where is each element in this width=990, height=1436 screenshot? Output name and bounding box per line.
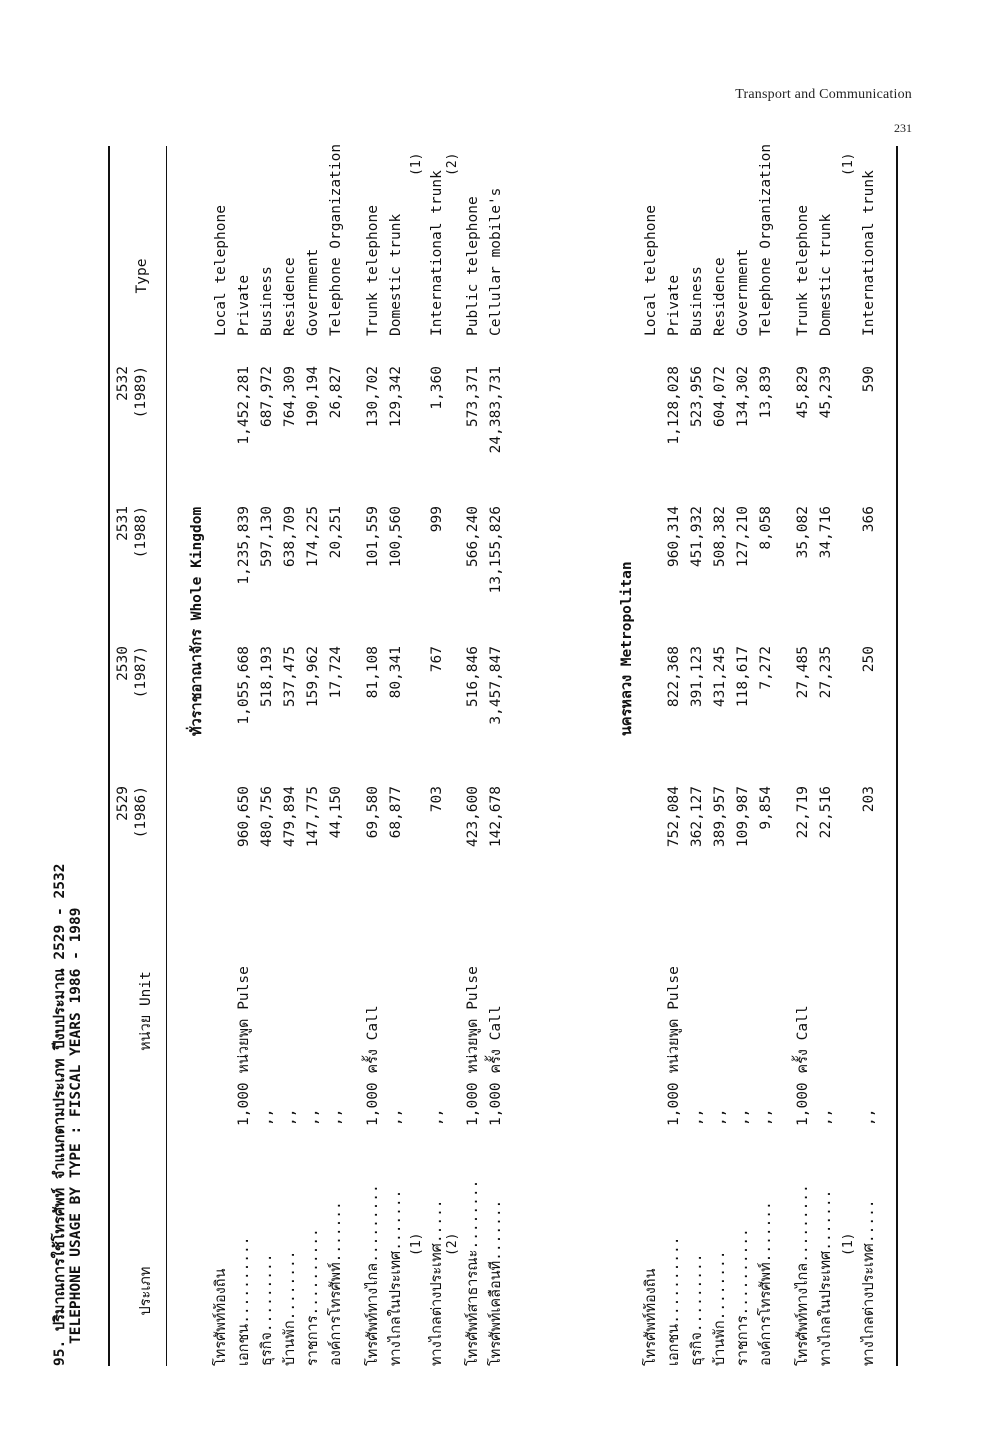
- row-name: ธุรกิจ.........: [689, 1253, 705, 1366]
- value-1987: 767: [429, 646, 445, 673]
- value-1987: 27,485: [795, 646, 811, 699]
- value-1986: 752,084: [666, 786, 682, 848]
- table-row: [212, 146, 230, 1366]
- value-1989: 590: [861, 366, 877, 393]
- value-1989: 1,128,028: [666, 366, 682, 445]
- value-1987: 822,368: [666, 646, 682, 708]
- row-name: ราชการ..........: [305, 1228, 321, 1366]
- row-type: Government: [735, 248, 751, 336]
- value-1986: 142,678: [488, 786, 504, 848]
- column-header-year-1: [114, 786, 150, 896]
- row-unit: 1,000 ครั้ง Call: [365, 1005, 381, 1126]
- header-rule: [166, 146, 167, 1366]
- value-1987: 118,617: [735, 646, 751, 708]
- row-type: Government: [305, 248, 321, 336]
- column-header-year-4: [114, 366, 150, 476]
- value-1989: 573,371: [465, 366, 481, 428]
- value-1989: 764,309: [282, 366, 298, 428]
- row-type: International trunk: [861, 170, 877, 336]
- value-1986: 203: [861, 786, 877, 813]
- year-en: (1989): [133, 366, 149, 419]
- value-1989: 24,383,731: [488, 366, 504, 454]
- row-unit: ,,: [818, 1108, 834, 1126]
- value-1988: 451,932: [689, 506, 705, 568]
- value-1987: 17,724: [328, 646, 344, 699]
- top-rule: [108, 146, 110, 1366]
- row-type: Telephone Organization: [758, 143, 774, 336]
- table-row: [688, 146, 706, 1366]
- row-type: Private: [236, 274, 252, 336]
- table-row: [281, 146, 299, 1366]
- value-1989: 523,956: [689, 366, 705, 428]
- year-th: 2532: [115, 366, 131, 401]
- year-en: (1986): [133, 786, 149, 839]
- value-1988: 597,130: [259, 506, 275, 568]
- row-name: องค์การโทรศัพท์.......: [758, 1201, 774, 1366]
- row-name: ทางไกลในประเทศ.......: [388, 1189, 404, 1366]
- value-1988: 1,235,839: [236, 506, 252, 585]
- value-1987: 516,846: [465, 646, 481, 708]
- value-1987: 250: [861, 646, 877, 673]
- rotated-table: [48, 143, 908, 1366]
- value-1986: 68,877: [388, 786, 404, 839]
- table-row: [364, 146, 382, 1366]
- value-1989: 130,702: [365, 366, 381, 428]
- table-row: [387, 146, 405, 1366]
- row-type: Cellular mobile's: [488, 187, 504, 336]
- value-1986: 703: [429, 786, 445, 813]
- row-unit: ,,: [259, 1108, 275, 1126]
- value-1988: 999: [429, 506, 445, 533]
- table-row: [734, 146, 752, 1366]
- row-name: ทางไกลในประเทศ.......: [818, 1189, 834, 1366]
- value-1986: 9,854: [758, 786, 774, 830]
- bottom-rule: [896, 146, 898, 1366]
- value-1988: 100,560: [388, 506, 404, 568]
- row-unit: ,,: [282, 1108, 298, 1126]
- footnote-marker-english: (1): [409, 152, 424, 176]
- value-1989: 26,827: [328, 366, 344, 419]
- page-number: 231: [894, 121, 912, 135]
- value-1988: 127,210: [735, 506, 751, 568]
- value-1989: 45,829: [795, 366, 811, 419]
- footnote-marker-english: (1): [841, 152, 856, 176]
- value-1987: 80,341: [388, 646, 404, 699]
- row-type: Local telephone: [643, 205, 659, 336]
- table-row: [711, 146, 729, 1366]
- row-name: ทางไกลต่างประเทศ.....: [429, 1199, 445, 1366]
- row-type: Business: [259, 266, 275, 336]
- table-row: [258, 146, 276, 1366]
- row-type: Residence: [282, 257, 298, 336]
- value-1987: 537,475: [282, 646, 298, 708]
- row-name: ราชการ..........: [735, 1228, 751, 1366]
- row-type: Domestic trunk: [818, 213, 834, 336]
- table-row: [642, 146, 660, 1366]
- row-type: Domestic trunk: [388, 213, 404, 336]
- table-row: [757, 143, 775, 1366]
- value-1988: 35,082: [795, 506, 811, 559]
- value-1987: 431,245: [712, 646, 728, 708]
- table-row: [464, 146, 482, 1366]
- row-name: ธุรกิจ.........: [259, 1253, 275, 1366]
- value-1988: 101,559: [365, 506, 381, 568]
- table-row: [487, 146, 505, 1366]
- row-type: Local telephone: [213, 205, 229, 336]
- row-unit: 1,000 ครั้ง Call: [488, 1005, 504, 1126]
- table-row: [428, 146, 446, 1366]
- table-row: [304, 146, 322, 1366]
- row-name: บ้านพัก........: [712, 1250, 728, 1366]
- running-header: Transport and Communication: [735, 87, 912, 102]
- value-1986: 362,127: [689, 786, 705, 848]
- value-1989: 45,239: [818, 366, 834, 419]
- row-type: Trunk telephone: [795, 205, 811, 336]
- year-en: (1988): [133, 506, 149, 559]
- row-name: เอกชน..........: [236, 1236, 252, 1366]
- column-header-name: ประเภท: [138, 1266, 154, 1316]
- value-1989: 129,342: [388, 366, 404, 428]
- value-1989: 1,452,281: [236, 366, 252, 445]
- value-1989: 13,839: [758, 366, 774, 419]
- value-1986: 479,894: [282, 786, 298, 848]
- value-1988: 13,155,826: [488, 506, 504, 594]
- row-name: โทรศัพท์ท้องถิ่น: [213, 1268, 229, 1366]
- row-unit: 1,000 ครั้ง Call: [795, 1005, 811, 1126]
- row-unit: ,,: [735, 1108, 751, 1126]
- row-type: Residence: [712, 257, 728, 336]
- value-1989: 190,194: [305, 366, 321, 428]
- value-1986: 960,650: [236, 786, 252, 848]
- value-1987: 391,123: [689, 646, 705, 708]
- table-row: [794, 146, 812, 1366]
- row-unit: ,,: [861, 1108, 877, 1126]
- value-1988: 638,709: [282, 506, 298, 568]
- table-row: [235, 146, 253, 1366]
- value-1988: 366: [861, 506, 877, 533]
- value-1986: 69,580: [365, 786, 381, 839]
- value-1986: 389,957: [712, 786, 728, 848]
- row-unit: ,,: [712, 1108, 728, 1126]
- value-1986: 423,600: [465, 786, 481, 848]
- value-1988: 34,716: [818, 506, 834, 559]
- value-1986: 22,516: [818, 786, 834, 839]
- value-1989: 134,302: [735, 366, 751, 428]
- row-type: Telephone Organization: [328, 143, 344, 336]
- footnote-marker-thai: (1): [409, 1232, 424, 1256]
- row-name: บ้านพัก........: [282, 1250, 298, 1366]
- value-1986: 22,719: [795, 786, 811, 839]
- table-row: [817, 146, 835, 1366]
- row-unit: 1,000 หน่วยพูด Pulse: [465, 966, 481, 1126]
- year-th: 2531: [115, 506, 131, 541]
- table-title-english: TELEPHONE USAGE BY TYPE : FISCAL YEARS 1986 - 1989: [68, 907, 84, 1344]
- value-1989: 687,972: [259, 366, 275, 428]
- value-1987: 159,962: [305, 646, 321, 708]
- value-1986: 147,775: [305, 786, 321, 848]
- row-name: โทรศัพท์ทางไกล.........: [795, 1184, 811, 1366]
- value-1988: 8,058: [758, 506, 774, 550]
- row-type: Private: [666, 274, 682, 336]
- value-1988: 508,382: [712, 506, 728, 568]
- value-1987: 518,193: [259, 646, 275, 708]
- value-1987: 3,457,847: [488, 646, 504, 725]
- footnote-marker-thai: (1): [841, 1232, 856, 1256]
- row-name: องค์การโทรศัพท์.......: [328, 1201, 344, 1366]
- value-1986: 44,150: [328, 786, 344, 839]
- row-unit: ,,: [388, 1108, 404, 1126]
- row-unit: 1,000 หน่วยพูด Pulse: [236, 966, 252, 1126]
- row-name: โทรศัพท์ทางไกล.........: [365, 1184, 381, 1366]
- row-unit: ,,: [689, 1108, 705, 1126]
- row-name: โทรศัพท์เคลื่อนที่.......: [488, 1199, 504, 1366]
- value-1988: 960,314: [666, 506, 682, 568]
- row-unit: ,,: [305, 1108, 321, 1126]
- row-type: Public telephone: [465, 196, 481, 336]
- row-unit: ,,: [758, 1108, 774, 1126]
- row-name: ทางไกลต่างประเทศ.....: [861, 1199, 877, 1366]
- column-header-year-2: [114, 646, 150, 756]
- table-title-thai: 95. ปริมาณการใช้โทรศัพท์ จำแนกตามประเภท ปีงบประมาณ 2529 - 2532: [52, 863, 68, 1366]
- row-type: Business: [689, 266, 705, 336]
- table-row: [327, 143, 345, 1366]
- row-name: โทรศัพท์สาธารณะ........: [465, 1179, 481, 1366]
- column-header-unit: หน่วย Unit: [138, 971, 154, 1051]
- table-row: [665, 146, 683, 1366]
- value-1988: 20,251: [328, 506, 344, 559]
- year-th: 2530: [115, 646, 131, 681]
- value-1986: 109,987: [735, 786, 751, 848]
- value-1987: 81,108: [365, 646, 381, 699]
- row-unit: 1,000 หน่วยพูด Pulse: [666, 966, 682, 1126]
- value-1986: 480,756: [259, 786, 275, 848]
- row-type: International trunk: [429, 170, 445, 336]
- section-heading: นครหลวง Metropolitan: [619, 561, 635, 736]
- row-name: เอกชน..........: [666, 1236, 682, 1366]
- footnote-marker-thai: (2): [445, 1232, 460, 1256]
- row-name: โทรศัพท์ท้องถิ่น: [643, 1268, 659, 1366]
- year-th: 2529: [115, 786, 131, 821]
- value-1987: 27,235: [818, 646, 834, 699]
- value-1988: 566,240: [465, 506, 481, 568]
- value-1987: 1,055,668: [236, 646, 252, 725]
- table-row: [860, 146, 878, 1366]
- row-type: Trunk telephone: [365, 205, 381, 336]
- value-1988: 174,225: [305, 506, 321, 568]
- value-1989: 1,360: [429, 366, 445, 410]
- column-header-type: Type: [134, 258, 150, 294]
- column-header-year-3: [114, 506, 150, 616]
- section-heading: ทั่วราชอาณาจักร Whole Kingdom: [189, 506, 205, 736]
- row-unit: ,,: [328, 1108, 344, 1126]
- row-unit: ,,: [429, 1108, 445, 1126]
- footnote-marker-english: (2): [445, 152, 460, 176]
- value-1989: 604,072: [712, 366, 728, 428]
- year-en: (1987): [133, 646, 149, 699]
- value-1987: 7,272: [758, 646, 774, 690]
